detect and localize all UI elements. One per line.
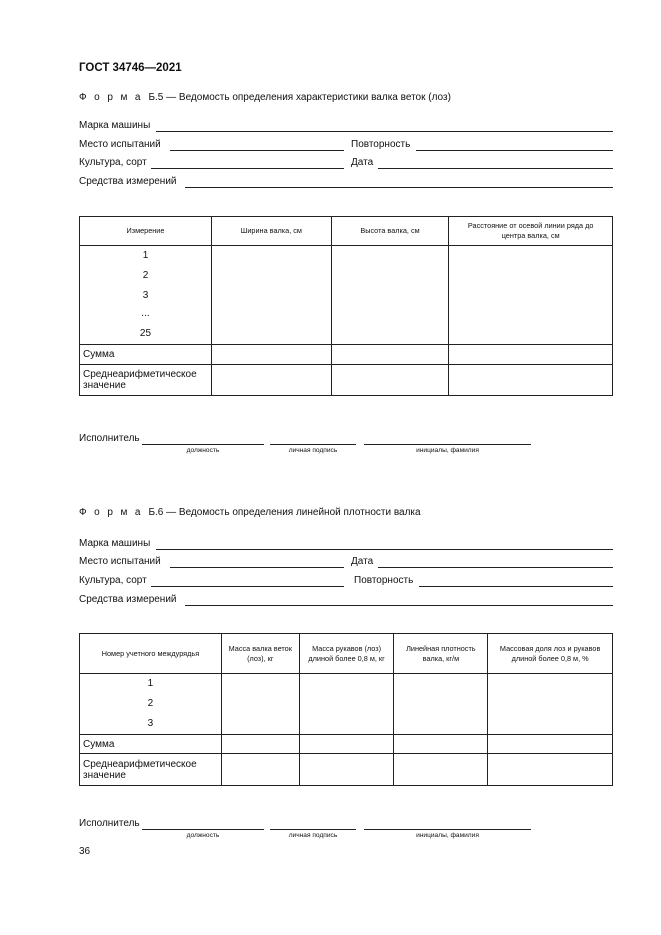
- table-cell[interactable]: [488, 674, 613, 735]
- row-label: Сумма: [80, 345, 212, 365]
- field-label: Повторность: [351, 139, 411, 150]
- row-number: 25: [139, 328, 152, 339]
- row-label: Среднеарифметическое значение: [80, 365, 212, 396]
- row-numbers-cell: [80, 674, 222, 735]
- field-place-repeat: [79, 139, 613, 153]
- table-row: [80, 345, 613, 365]
- column-header: Массовая доля лоз и рукавов длиной более 0,8 м, %: [488, 634, 613, 674]
- table-cell[interactable]: [299, 674, 394, 735]
- form-word: Ф о р м а: [79, 92, 143, 103]
- table-cell[interactable]: [211, 246, 331, 345]
- position-line[interactable]: [142, 444, 264, 445]
- field-label: Повторность: [354, 575, 414, 586]
- fill-line[interactable]: [416, 150, 613, 151]
- table-cell[interactable]: [449, 365, 613, 396]
- column-header: Ширина валка, см: [211, 217, 331, 246]
- signature-block: [79, 818, 539, 848]
- table-row: [80, 246, 613, 345]
- fill-line[interactable]: [419, 586, 613, 587]
- table-header-row: [80, 217, 613, 246]
- table-cell[interactable]: [221, 735, 299, 754]
- field-label: Дата: [351, 157, 374, 168]
- signature-line[interactable]: [270, 829, 356, 830]
- form-b5-table: [79, 216, 613, 396]
- column-header: Номер учетного междурядья: [80, 634, 222, 674]
- initials-line[interactable]: [364, 444, 531, 445]
- row-number: 3: [147, 718, 154, 729]
- field-label: Средства измерений: [79, 176, 177, 187]
- fill-line[interactable]: [156, 131, 613, 132]
- column-header: Масса рукавов (лоз) длиной более 0,8 м, кг: [299, 634, 394, 674]
- form-b5-title: [79, 92, 451, 103]
- table-cell[interactable]: [394, 735, 488, 754]
- measurement-numbers-cell: [80, 246, 212, 345]
- fill-line[interactable]: [151, 168, 344, 169]
- signature-caption: личная подпись: [288, 832, 338, 839]
- column-header: Расстояние от осевой линии ряда до центра валка, см: [449, 217, 613, 246]
- column-header: Линейная плотность валка, кг/м: [394, 634, 488, 674]
- table-row: [80, 674, 613, 735]
- page-number: 36: [79, 846, 91, 857]
- table-cell[interactable]: [299, 754, 394, 786]
- table-header-row: [80, 634, 613, 674]
- table-cell[interactable]: [394, 674, 488, 735]
- fill-line[interactable]: [156, 549, 613, 550]
- fill-line[interactable]: [151, 586, 344, 587]
- field-label: Дата: [351, 556, 374, 567]
- table-cell[interactable]: [394, 754, 488, 786]
- fill-line[interactable]: [378, 567, 613, 568]
- table-row: [80, 365, 613, 396]
- field-label: Марка машины: [79, 120, 151, 131]
- table-cell[interactable]: [331, 365, 449, 396]
- signature-label: Исполнитель: [79, 433, 140, 444]
- field-place-date: [79, 556, 613, 570]
- field-instruments: [79, 594, 613, 608]
- table-cell[interactable]: [211, 365, 331, 396]
- table-cell[interactable]: [221, 674, 299, 735]
- table-row: [80, 754, 613, 786]
- fill-line[interactable]: [185, 187, 613, 188]
- column-header: Высота валка, см: [331, 217, 449, 246]
- field-instruments: [79, 176, 613, 190]
- form-title-text: Б.6 — Ведомость определения линейной плотности валка: [148, 507, 421, 518]
- signature-block: [79, 433, 539, 463]
- initials-caption: инициалы, фамилия: [416, 447, 479, 454]
- form-word: Ф о р м а: [79, 507, 143, 518]
- row-number: 1: [142, 250, 149, 261]
- table-cell[interactable]: [299, 735, 394, 754]
- table-row: [80, 735, 613, 754]
- initials-line[interactable]: [364, 829, 531, 830]
- row-label: Среднеарифметическое значение: [80, 754, 222, 786]
- row-number: 3: [142, 290, 149, 301]
- field-crop-date: [79, 157, 613, 171]
- table-cell[interactable]: [331, 246, 449, 345]
- row-number: 1: [147, 678, 154, 689]
- position-caption: должность: [186, 447, 220, 454]
- field-label: Средства измерений: [79, 594, 177, 605]
- field-label: Марка машины: [79, 538, 151, 549]
- table-cell[interactable]: [331, 345, 449, 365]
- table-cell[interactable]: [488, 754, 613, 786]
- form-title-text: Б.5 — Ведомость определения характеристики валка веток (лоз): [148, 92, 451, 103]
- table-cell[interactable]: [488, 735, 613, 754]
- table-cell[interactable]: [449, 345, 613, 365]
- table-cell[interactable]: [211, 345, 331, 365]
- fill-line[interactable]: [378, 168, 613, 169]
- field-crop-repeat: [79, 575, 613, 589]
- column-header: Масса валка веток (лоз), кг: [221, 634, 299, 674]
- field-machine: [79, 538, 613, 552]
- row-label: Сумма: [80, 735, 222, 754]
- fill-line[interactable]: [170, 567, 344, 568]
- field-label: Место испытаний: [79, 139, 161, 150]
- position-line[interactable]: [142, 829, 264, 830]
- signature-line[interactable]: [270, 444, 356, 445]
- document-code: ГОСТ 34746—2021: [79, 62, 182, 74]
- field-label: Место испытаний: [79, 556, 161, 567]
- fill-line[interactable]: [185, 605, 613, 606]
- fill-line[interactable]: [170, 150, 344, 151]
- form-b6-table: [79, 633, 613, 786]
- signature-label: Исполнитель: [79, 818, 140, 829]
- field-label: Культура, сорт: [79, 575, 147, 586]
- field-machine: [79, 120, 613, 134]
- table-cell[interactable]: [221, 754, 299, 786]
- form-b6-title: [79, 507, 421, 518]
- row-number: 2: [142, 270, 149, 281]
- field-label: Культура, сорт: [79, 157, 147, 168]
- column-header: Измерение: [80, 217, 212, 246]
- row-number: ...: [141, 308, 150, 319]
- initials-caption: инициалы, фамилия: [416, 832, 479, 839]
- row-number: 2: [147, 698, 154, 709]
- table-cell[interactable]: [449, 246, 613, 345]
- signature-caption: личная подпись: [288, 447, 338, 454]
- position-caption: должность: [186, 832, 220, 839]
